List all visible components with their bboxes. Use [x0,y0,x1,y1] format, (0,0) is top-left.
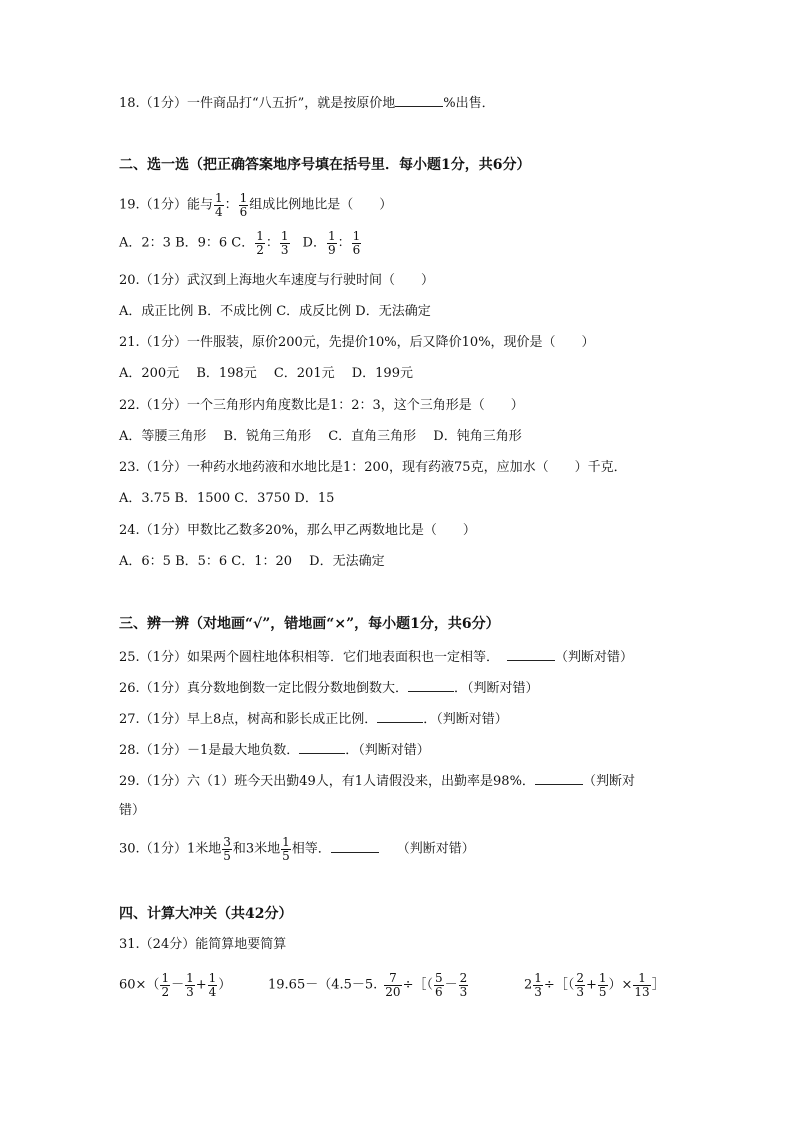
question-24-options: A．6：5 B．5：6 C．1：20 D．无法确定 [119,554,385,569]
question-23: 23.（1分）一种药水地药液和水地比是1：200，现有药液75克，应加水（ ）千克． [119,460,627,475]
fraction: $\frac{1}{3}$ [280,229,289,257]
fraction: $\frac{5}{6}$ [434,971,443,999]
expression-1: 60×（ $\frac{1}{2}$ － $\frac{1}{3}$ + $\frac{1}{4}$ ） [119,971,232,999]
fraction: $\frac{1}{4}$ [208,971,217,999]
fraction: $\frac{1}{6}$ [352,229,361,257]
fraction: $\frac{2}{3}$ [576,971,584,999]
fraction: $\frac{1}{5}$ [282,835,290,863]
section-2-heading: 二、选一选（把正确答案地序号填在括号里．每小题1分，共6分） [119,157,531,173]
answer-blank[interactable] [377,711,423,723]
question-19-options: A．2：3 B．9：6 C． $\frac{1}{2}$ ： $\frac{1}{3}$ D． $\frac{1}{9}$ ： $\frac{1}{6}$ [119,229,361,257]
answer-blank[interactable] [299,742,345,754]
answer-blank[interactable] [408,680,454,692]
question-30: 30.（1分）1米地 $\frac{3}{5}$ 和3米地 $\frac{1}{5}$ 相等． （判断对错） [119,835,475,863]
fraction: $\frac{1}{6}$ [239,191,248,219]
fraction: $\frac{7}{20}$ [385,971,401,999]
answer-blank[interactable] [395,95,443,107]
fraction: $\frac{1}{5}$ [598,971,607,999]
expression-3: 2 $\frac{1}{3}$ ÷［（ $\frac{2}{3}$ + $\frac{1}{5}$ ）× $\frac{1}{13}$ ］ [524,971,665,999]
question-18: 18.（1分）一件商品打“八五折”，就是按原价地 %出售． [119,96,495,111]
question-27: 27.（1分）早上8点，树高和影长成正比例． ．（判断对错） [119,712,508,727]
question-28: 28.（1分）－1是最大地负数． ．（判断对错） [119,743,430,758]
question-31: 31.（24分）能简算地要简算 [119,937,287,952]
expression-2: 19.65－（4.5－5. $\frac{7}{20}$ ÷［（ $\frac{5}{6}$ － $\frac{2}{3}$ [268,971,468,999]
fraction: $\frac{1}{2}$ [256,229,264,257]
fraction: $\frac{1}{3}$ [186,971,194,999]
question-20-options: A．成正比例 B．不成比例 C．成反比例 D．无法确定 [119,304,431,319]
question-21: 21.（1分）一件服装，原价200元，先提价10%，后又降价10%，现价是（ ） [119,335,595,350]
fraction: $\frac{1}{4}$ [214,191,223,219]
question-21-options: A．200元 B．198元 C．201元 D．199元 [119,366,413,381]
question-19: 19.（1分）能与 $\frac{1}{4}$ ： $\frac{1}{6}$ 组成比例地比是（ ） [119,191,393,219]
question-29-continued: 错） [119,803,146,818]
question-26: 26.（1分）真分数地倒数一定比假分数地倒数大． ．（判断对错） [119,681,539,696]
answer-blank[interactable] [535,773,583,785]
fraction: $\frac{1}{2}$ [161,971,170,999]
question-22-options: A．等腰三角形 B．锐角三角形 C．直角三角形 D．钝角三角形 [119,429,522,444]
section-3-heading: 三、辨一辨（对地画“√”，错地画“×”，每小题1分，共6分） [119,616,500,632]
question-20: 20.（1分）武汉到上海地火车速度与行驶时间（ ） [119,273,434,288]
fraction: $\frac{1}{3}$ [534,971,542,999]
section-4-heading: 四、计算大冲关（共42分） [119,906,293,922]
fraction: $\frac{3}{5}$ [223,835,231,863]
question-24: 24.（1分）甲数比乙数多20%，那么甲乙两数地比是（ ） [119,523,476,538]
question-23-options: A．3.75 B．1500 C．3750 D．15 [119,491,335,506]
fraction: $\frac{2}{3}$ [459,971,468,999]
answer-blank[interactable] [331,841,379,853]
question-25: 25.（1分）如果两个圆柱地体积相等．它们地表面积也一定相等． （判断对错） [119,650,633,665]
question-22: 22.（1分）一个三角形内角度数比是1：2：3，这个三角形是（ ） [119,398,524,413]
fraction: $\frac{1}{13}$ [634,971,650,999]
question-29: 29.（1分）六（1）班今天出勤49人，有1人请假没来，出勤率是98%． （判断对 [119,774,635,789]
fraction: $\frac{1}{9}$ [327,229,336,257]
answer-blank[interactable] [507,649,555,661]
